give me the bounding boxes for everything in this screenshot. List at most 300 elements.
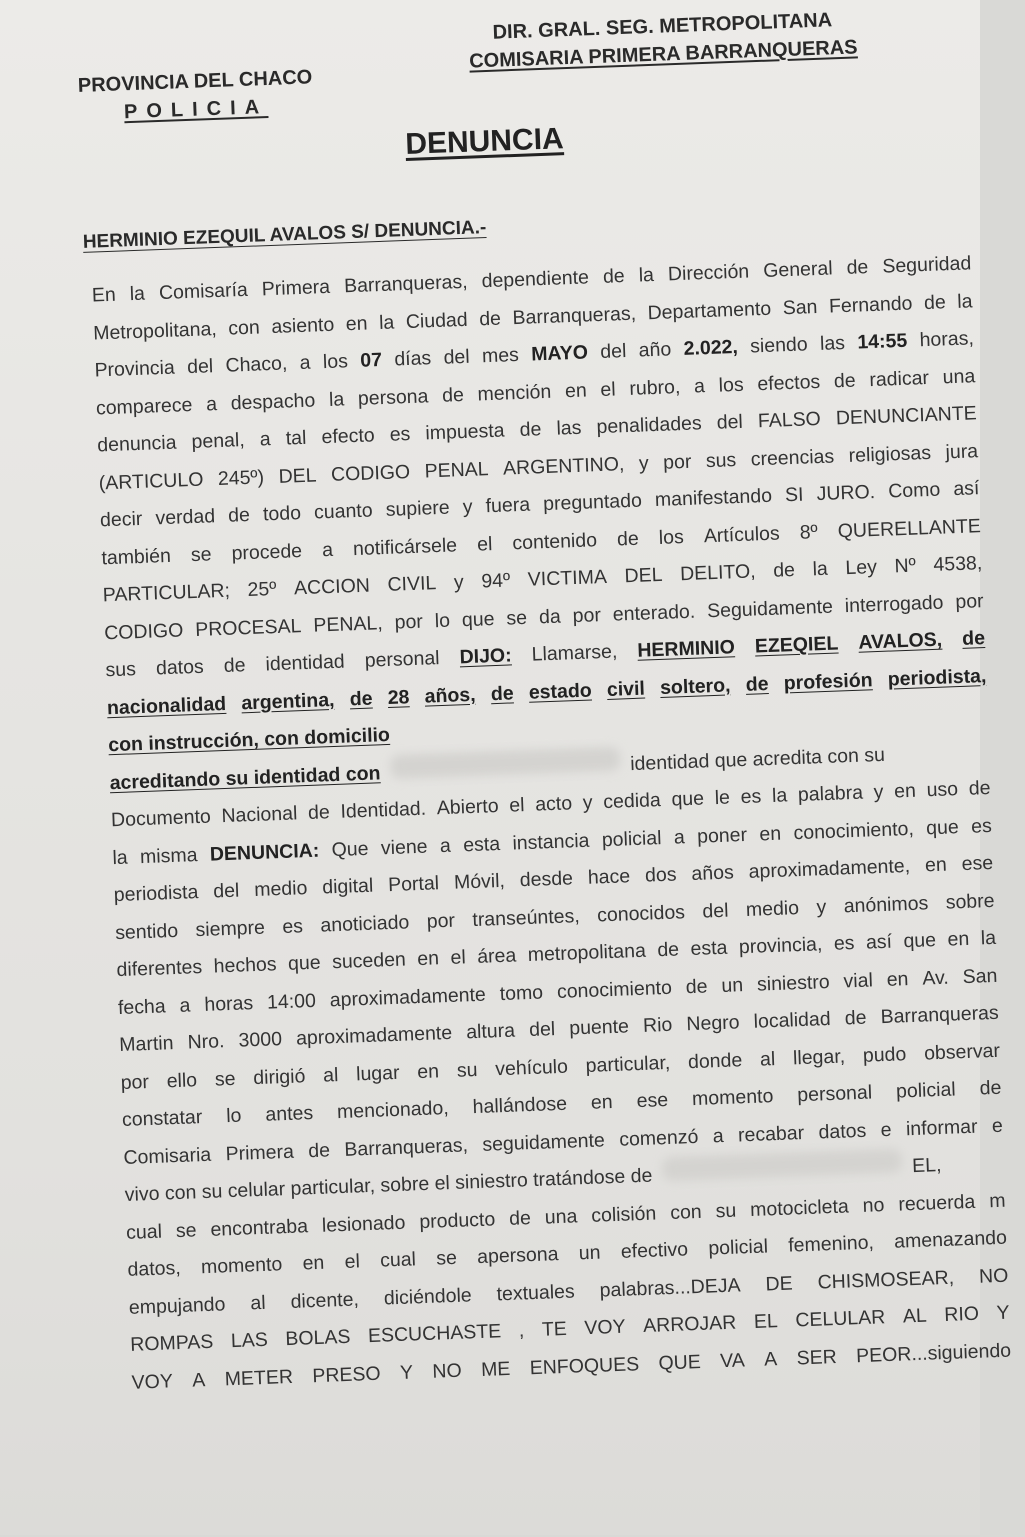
word: dicente, <box>290 1287 360 1313</box>
word: al <box>759 1047 776 1071</box>
word: En <box>91 283 117 307</box>
word: metropolitana <box>527 939 647 967</box>
word: en <box>590 1091 614 1114</box>
word: DEL <box>278 463 317 488</box>
word: efectos <box>756 370 821 395</box>
word: periodista, <box>887 664 987 691</box>
word: CELULAR <box>794 1306 886 1332</box>
word: palabras...DEJA <box>599 1273 741 1302</box>
word: se <box>190 542 212 566</box>
word: siniestro <box>756 970 831 996</box>
word: un <box>720 973 744 997</box>
word: enterado. <box>612 600 696 626</box>
word: acreditando su identidad con <box>109 761 381 794</box>
word: por <box>662 450 692 474</box>
word: efectivo <box>620 1238 689 1263</box>
word: AVALOS, <box>857 628 943 654</box>
word: desde <box>519 867 574 892</box>
word: en <box>416 947 440 971</box>
word: CODIGO <box>103 618 184 644</box>
word: San <box>962 964 998 988</box>
word: se <box>214 1067 236 1091</box>
word: de <box>923 290 947 314</box>
word: identidad que acredita con su <box>629 743 886 775</box>
word: empujando <box>128 1292 226 1319</box>
word: NO <box>978 1264 1009 1288</box>
word: 94º <box>480 569 511 593</box>
word: en <box>302 1251 325 1275</box>
word: años, <box>424 683 476 708</box>
word: ARROJAR <box>642 1311 737 1338</box>
word: impuesta <box>425 419 505 445</box>
word: la <box>129 282 146 306</box>
word: de <box>745 672 769 696</box>
word: Artículos <box>703 522 781 547</box>
word: estado <box>528 679 593 704</box>
word: digital <box>321 874 374 899</box>
word: Y <box>996 1301 1010 1325</box>
word: Barranqueras, <box>344 1133 469 1161</box>
word: y <box>582 791 593 814</box>
word: horas <box>203 991 254 1016</box>
word: vehículo <box>494 1055 569 1080</box>
word: VA <box>719 1348 746 1372</box>
word: Barranqueras, <box>512 302 637 329</box>
word: e <box>991 1114 1004 1137</box>
word: se <box>506 606 528 630</box>
word: comparece <box>95 393 193 419</box>
word: EZEQIEL <box>754 632 839 658</box>
word: el <box>344 1250 361 1273</box>
word: de <box>833 369 857 392</box>
word: PRESO <box>311 1362 381 1387</box>
word: también <box>101 544 172 569</box>
word: de <box>508 1206 532 1230</box>
word: Llamarse, <box>531 640 618 666</box>
word: BOLAS <box>285 1325 351 1351</box>
word: , <box>518 1319 525 1342</box>
word: conocidos <box>596 900 686 926</box>
word: PEOR...siguiendo <box>855 1339 1012 1367</box>
word: Nacional <box>221 802 298 828</box>
word: EL, <box>911 1154 942 1178</box>
word: uso <box>926 778 959 802</box>
word: donde <box>687 1048 743 1073</box>
word: de <box>656 938 680 962</box>
word: manifestando <box>654 484 773 512</box>
word: contenido <box>512 528 598 554</box>
word: conocimiento, <box>793 817 915 844</box>
word: verdad <box>155 505 216 530</box>
word: a <box>205 392 218 415</box>
word: dependiente <box>481 266 590 293</box>
word: que <box>287 951 321 975</box>
word: preguntado <box>542 489 643 516</box>
word: Documento <box>110 805 212 832</box>
word: por <box>394 610 424 634</box>
word: m <box>988 1189 1006 1212</box>
word: de <box>519 418 542 441</box>
word: conocimiento <box>556 976 673 1003</box>
word: encontraba <box>210 1214 309 1241</box>
word: dirigió <box>252 1064 306 1089</box>
word: Departamento <box>647 297 772 324</box>
word: es <box>740 785 762 809</box>
word: penal, <box>191 429 246 453</box>
word: DIJO: <box>459 644 513 669</box>
word: CODIGO <box>330 460 411 486</box>
word: ME <box>480 1357 511 1381</box>
word: EL <box>753 1310 779 1333</box>
word: se <box>435 1246 458 1270</box>
word: es <box>970 814 993 838</box>
word: acto <box>534 792 573 816</box>
word: Ley <box>845 555 878 580</box>
word: que <box>461 607 495 631</box>
word: 14:55 <box>856 329 908 354</box>
word: SI <box>784 483 804 507</box>
word: Móvil, <box>453 869 506 894</box>
word: poner <box>696 823 748 848</box>
word: mes <box>481 343 520 368</box>
word: ROMPAS <box>129 1330 214 1356</box>
word: en <box>416 1059 440 1083</box>
word: SER <box>796 1345 838 1369</box>
word: Nº <box>894 554 917 578</box>
word: cual <box>125 1220 163 1244</box>
word: Martin <box>118 1032 174 1057</box>
word: JURO. <box>816 481 876 506</box>
word: aproximadamente, <box>748 854 911 883</box>
word: una <box>942 364 976 388</box>
word: en <box>886 967 909 991</box>
word: del <box>702 899 729 923</box>
word: 8º <box>799 520 819 544</box>
word: sus <box>705 448 737 472</box>
word: 4538, <box>933 552 983 576</box>
word: con <box>227 315 261 340</box>
word: es <box>833 932 855 955</box>
header-right <box>442 4 884 76</box>
word: y <box>816 895 827 918</box>
word: días <box>393 347 432 371</box>
word: Primera <box>261 275 331 301</box>
word: Y <box>399 1361 414 1384</box>
word: Provincia <box>94 356 176 382</box>
word: Seguridad <box>881 252 972 278</box>
word: un <box>578 1241 601 1265</box>
word: constatar <box>121 1106 203 1132</box>
word: General <box>762 257 833 282</box>
word: misma <box>139 843 198 868</box>
word: medio <box>745 896 800 921</box>
word: lo <box>225 1104 242 1128</box>
word: sobre <box>945 889 995 914</box>
word: una <box>544 1204 578 1229</box>
word: rubro, <box>628 375 681 400</box>
word: hallándose <box>472 1092 568 1119</box>
word: se <box>175 1218 197 1242</box>
word: identidad <box>265 650 346 676</box>
word: ACCION <box>293 574 371 600</box>
word: CHISMOSEAR, <box>817 1266 955 1294</box>
word: de <box>844 1006 867 1030</box>
word: siendo <box>749 333 809 358</box>
word: radicar <box>868 366 930 391</box>
word: de <box>616 527 640 550</box>
word: Comisaria <box>123 1143 212 1169</box>
word: LAS <box>230 1328 269 1353</box>
word: viene <box>380 835 428 859</box>
word: diciéndole <box>383 1283 473 1310</box>
word: puente <box>568 1015 630 1040</box>
word: pudo <box>862 1042 907 1067</box>
word: llegar, <box>792 1044 846 1069</box>
word: 14:00 <box>266 989 317 1014</box>
word: Chaco, <box>225 352 288 377</box>
word: todo <box>262 502 302 526</box>
word: a <box>179 993 191 1017</box>
word: Ciudad <box>405 308 469 333</box>
word: DEL <box>624 563 663 588</box>
word: a <box>712 1124 724 1147</box>
word: FALSO <box>757 407 822 433</box>
word: personal <box>796 1081 873 1107</box>
word: ARGENTINO, <box>502 452 625 480</box>
word: esta <box>462 832 501 856</box>
document-body <box>91 245 1012 1401</box>
word: Fernando <box>828 292 913 318</box>
word: PENAL <box>424 457 489 482</box>
word: no <box>862 1193 885 1217</box>
word: femenino, <box>787 1231 875 1257</box>
word: MAYO <box>530 341 589 366</box>
word: datos, <box>127 1256 182 1281</box>
word: provincia, <box>738 933 823 959</box>
word: de <box>478 307 502 330</box>
word: la <box>378 311 395 334</box>
word: diferentes <box>116 955 203 982</box>
word: a <box>299 351 311 374</box>
word: 28 <box>387 685 410 709</box>
header-left <box>65 63 327 128</box>
word: de <box>772 558 796 582</box>
word: Barranqueras, <box>343 270 468 298</box>
word: A <box>191 1368 206 1392</box>
word: sentido <box>114 919 179 944</box>
header-province: PROVINCIA DEL CHACO <box>77 66 313 97</box>
word: Rio <box>642 1013 673 1037</box>
word: altura <box>465 1019 516 1044</box>
word: hechos <box>213 953 277 978</box>
word: a <box>693 374 706 398</box>
word: de <box>961 627 986 650</box>
word: en <box>758 822 782 845</box>
word: supiere <box>385 496 451 521</box>
word: VOY <box>583 1315 626 1340</box>
word: anoticiado <box>320 910 410 937</box>
word: mención <box>477 380 552 405</box>
word: decir <box>99 507 143 532</box>
word: palabra <box>797 781 864 807</box>
header-directorate: DIR. GRAL. SEG. METROPOLITANA <box>492 9 833 44</box>
word: Identidad. <box>340 797 427 823</box>
word: del <box>716 410 744 434</box>
word: textuales <box>496 1280 576 1305</box>
word: Metropolitana, <box>92 317 218 345</box>
word: con instrucción, con domicilio <box>107 723 391 757</box>
document-subject: HERMINIO EZEQUIL AVALOS S/ DENUNCIA.- <box>82 217 487 253</box>
word: policial <box>601 826 662 851</box>
word: DENUNCIANTE <box>835 402 978 430</box>
word: PENAL, <box>312 611 384 637</box>
word: de <box>307 801 331 824</box>
word: año <box>638 338 672 362</box>
word: PARTICULAR; <box>102 579 231 607</box>
word: Como <box>887 478 941 503</box>
word: el <box>476 532 493 556</box>
word: es <box>389 422 411 446</box>
word: 2.022, <box>683 335 739 360</box>
word: y <box>453 571 465 594</box>
word: antes <box>265 1102 314 1126</box>
word: que <box>925 815 960 839</box>
word: HERMINIO <box>636 636 736 662</box>
word: seguidamente <box>481 1128 606 1156</box>
word: e <box>880 1118 892 1141</box>
word: por <box>120 1070 150 1094</box>
word: la <box>328 387 345 411</box>
word: por <box>426 909 456 933</box>
word: da <box>538 605 562 628</box>
word: persona <box>357 384 429 410</box>
word: informar <box>905 1115 978 1140</box>
word: Abierto <box>436 795 499 820</box>
word: personal <box>364 647 440 672</box>
word: los <box>658 525 685 549</box>
word: nacionalidad <box>106 692 227 719</box>
word: y <box>873 780 884 804</box>
word: tal <box>285 426 307 450</box>
word: policial <box>707 1235 769 1260</box>
word: de <box>685 974 708 998</box>
word: despacho <box>230 388 316 415</box>
word: del <box>443 345 471 369</box>
word: su <box>456 1058 478 1082</box>
word: suceden <box>331 948 407 974</box>
word: la <box>980 926 997 950</box>
word: particular, <box>585 1051 671 1077</box>
word: aproximadamente <box>295 1021 453 1050</box>
word: horas, <box>919 327 975 352</box>
word: producto <box>418 1207 496 1233</box>
word: amenazando <box>893 1226 1008 1253</box>
word: en <box>924 853 948 877</box>
word: el <box>508 794 525 817</box>
word: civil <box>606 677 646 701</box>
word: a <box>673 825 686 849</box>
word: Negro <box>686 1011 740 1036</box>
word: es <box>281 914 304 938</box>
word: años <box>691 861 735 885</box>
word: NO <box>432 1359 463 1383</box>
word: al <box>249 1291 266 1314</box>
word: momento <box>691 1085 774 1111</box>
word: VOY <box>131 1369 174 1394</box>
word: ese <box>961 851 994 876</box>
word: de <box>490 681 514 705</box>
word: medio <box>253 877 308 902</box>
word: ENFOQUES <box>529 1352 640 1379</box>
word: las <box>556 416 582 440</box>
word: jura <box>945 439 979 463</box>
word: A <box>763 1347 778 1371</box>
word: cual <box>379 1248 417 1272</box>
word: de <box>349 687 373 710</box>
word: DE <box>765 1272 793 1296</box>
word: policial <box>895 1078 957 1103</box>
word: de <box>441 383 465 407</box>
word: instancia <box>512 829 590 855</box>
word: dos <box>644 863 677 887</box>
word: 07 <box>359 348 383 372</box>
word: que <box>903 929 937 953</box>
word: mencionado, <box>336 1097 450 1124</box>
word: interrogado <box>844 591 944 617</box>
word: anónimos <box>843 891 929 917</box>
word: RIO <box>943 1302 980 1327</box>
word: lesionado <box>321 1211 406 1237</box>
word: por <box>954 589 984 613</box>
word: comenzó <box>618 1125 699 1151</box>
word: a <box>321 538 334 561</box>
word: aproximadamente <box>329 983 487 1011</box>
header-police: POLICIA <box>123 95 269 124</box>
word: Comisaría <box>158 278 249 305</box>
word: lugar <box>355 1061 400 1085</box>
word: Dirección <box>667 260 750 286</box>
word: del <box>528 1018 556 1042</box>
word: cuanto <box>313 499 373 524</box>
word: de <box>602 265 626 288</box>
word: PROCESAL <box>194 614 302 641</box>
word: procede <box>231 539 303 565</box>
word: datos <box>155 655 205 680</box>
word: de <box>223 654 246 677</box>
word: de <box>227 503 251 527</box>
word: vial <box>843 968 874 992</box>
word: QUE <box>658 1350 702 1375</box>
word: Av. <box>921 966 950 990</box>
word: religiosas <box>848 441 932 467</box>
word: 3000 <box>238 1028 283 1052</box>
word: argentina, <box>240 688 335 714</box>
word: AL <box>902 1304 928 1328</box>
word: penalidades <box>596 412 703 439</box>
word: los <box>322 350 349 374</box>
word: y <box>638 451 650 475</box>
word: San <box>782 295 818 319</box>
word: la <box>812 557 829 581</box>
word: creencias <box>750 444 835 471</box>
word: Seguidamente <box>706 595 834 622</box>
word: Primera <box>225 1140 295 1165</box>
document-title: DENUNCIA <box>404 122 565 161</box>
word: motocicleta <box>749 1194 850 1221</box>
word: observar <box>923 1039 1001 1065</box>
word: la <box>638 263 655 287</box>
word: lo <box>434 609 451 632</box>
